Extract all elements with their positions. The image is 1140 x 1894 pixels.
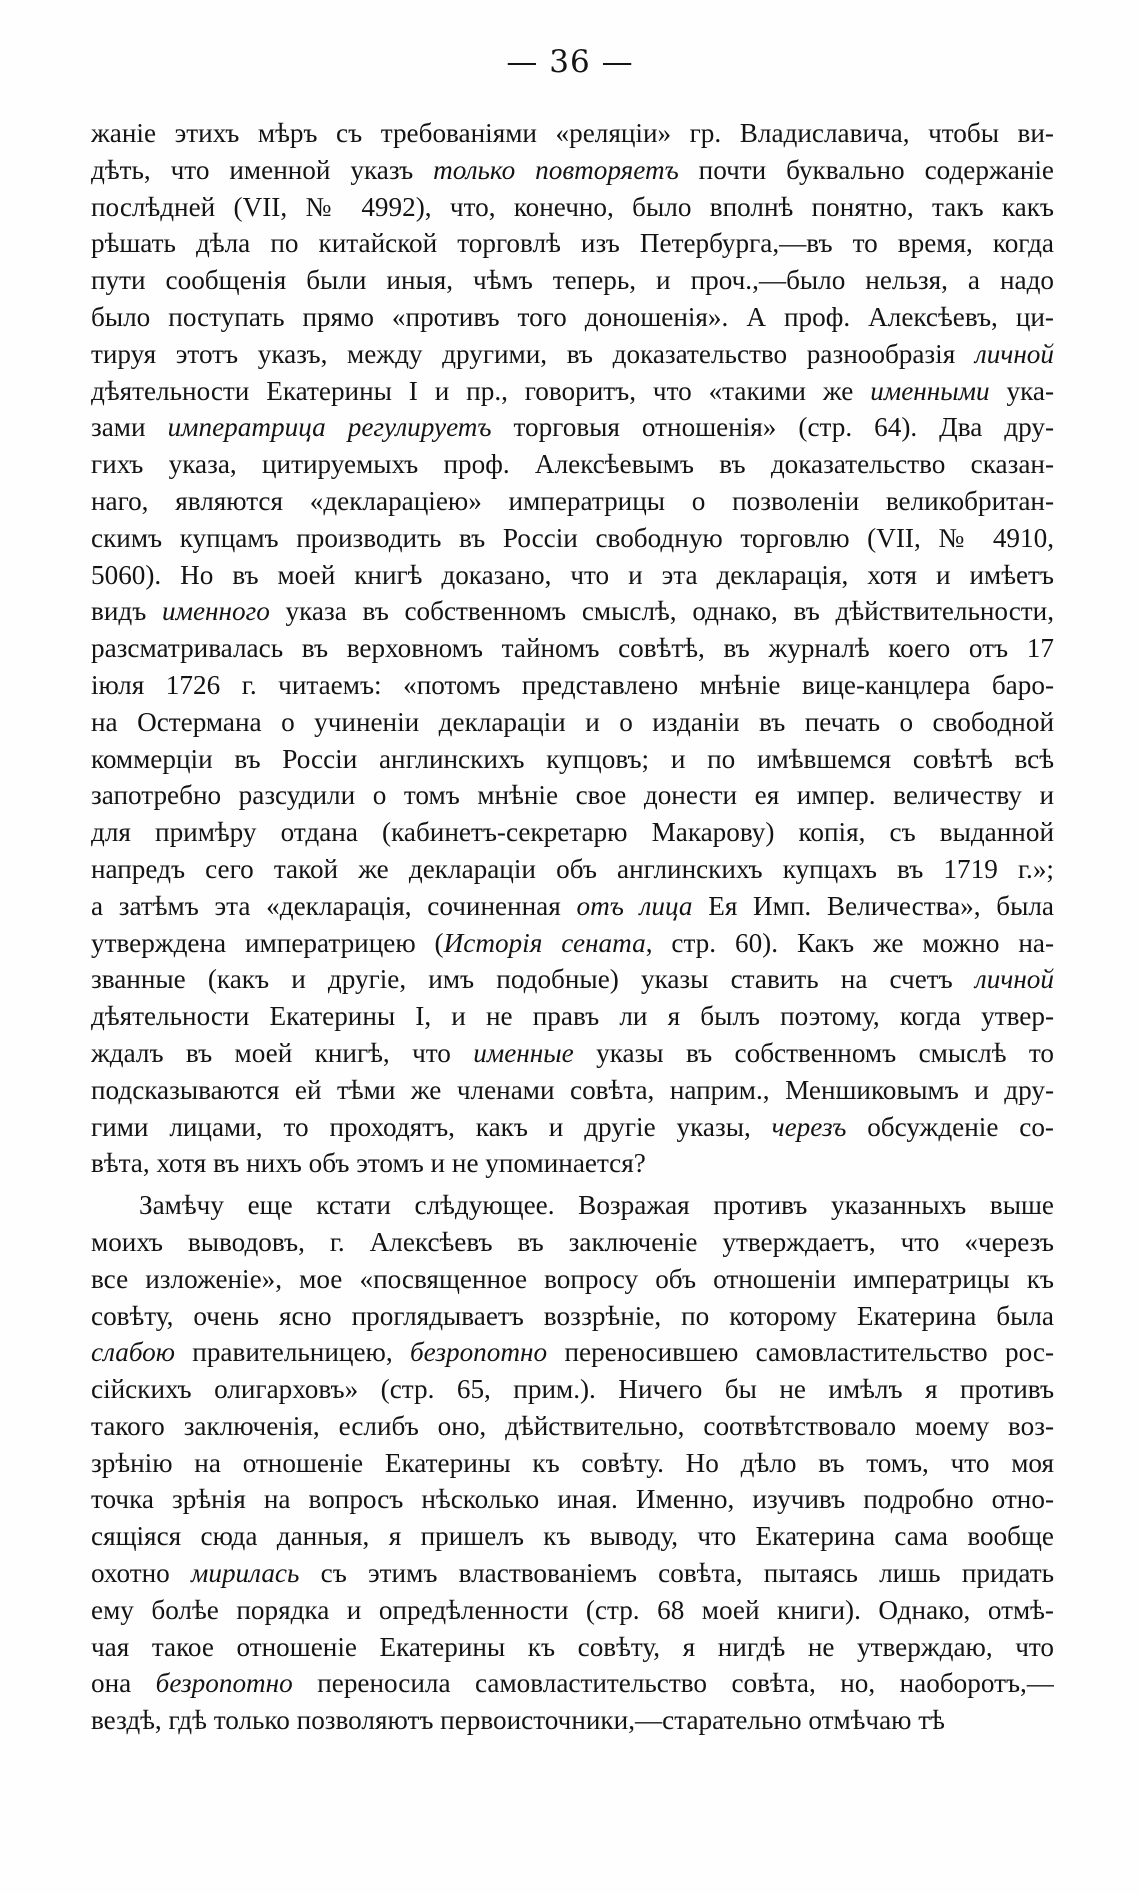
italic-span: Исторія сената [443,927,646,958]
text-span: запотребно разсудили о томъ мнѣніе свое донести ея импер. величеству и [91,780,1054,811]
text-span: она [91,1668,156,1699]
paragraph [91,1187,1054,1739]
text-span: совѣту, очень ясно проглядываетъ воззрѣніе, по которому Екатерина была [91,1300,1054,1331]
text-span: гими лицами, то проходятъ, какъ и другіе указы, [91,1111,772,1142]
text-span: сійскихъ олигарховъ» (стр. 65, прим.). Ничего бы не имѣлъ я противъ [91,1374,1054,1405]
text-span: указа въ собственномъ смыслѣ, однако, въ дѣйствительности, [269,596,1054,627]
text-span: правительницею, [174,1337,410,1368]
text-line [91,777,1054,814]
text-span: было поступать прямо «противъ того доношенія». А проф. Алексѣевъ, ци- [91,301,1054,332]
text-line [91,1109,1054,1146]
italic-span: именными [870,375,990,406]
text-line [91,814,1054,851]
text-line [91,520,1054,557]
text-span: утверждена императрицею ( [91,927,444,958]
text-line [91,373,1054,410]
text-span: сящіяся сюда данныя, я пришелъ къ выводу, что Екатерина сама вообще [91,1521,1054,1552]
body-text [91,115,1054,1739]
text-line [91,1224,1054,1261]
text-span: послѣдней (VII, № 4992), что, конечно, было вполнѣ понятно, такъ какъ [91,191,1054,222]
text-span: видъ [91,596,163,627]
italic-span: слабою [91,1337,175,1368]
text-span: наго, являются «деклараціею» императрицы о позволеніи великобритан- [91,485,1054,516]
page-number: — 36 — [506,44,634,80]
italic-span: императрица регулируетъ [167,412,492,443]
text-line [91,446,1054,483]
italic-span: именного [162,596,270,627]
italic-span: черезъ [771,1111,847,1142]
text-line [91,483,1054,520]
text-line [91,1298,1054,1335]
text-line [91,262,1054,299]
text-line [91,557,1054,594]
text-line [91,667,1054,704]
text-span: точка зрѣнія на вопросъ нѣсколько иная. Именно, изучивъ подробно отно- [91,1484,1054,1515]
text-span: такого заключенія, еслибъ оно, дѣйствительно, соотвѣтствовало моему воз- [91,1410,1054,1441]
text-line [91,1187,1054,1224]
text-span: званные (какъ и другіе, имъ подобные) указы ставить на счетъ [91,964,975,995]
text-line [91,336,1054,373]
text-line [91,1408,1054,1445]
text-span: напредъ сего такой же деклараціи объ англинскихъ купцахъ въ 1719 г.»; [91,853,1054,884]
text-line [91,1665,1054,1702]
text-line [91,225,1054,262]
italic-span: личной [974,964,1054,995]
text-span: разсматривалась въ верховномъ тайномъ совѣтѣ, въ журналѣ коего отъ 17 [91,633,1054,664]
italic-span: только повторяетъ [433,154,679,185]
text-span: зрѣнію на отношеніе Екатерины къ совѣту. Но дѣло въ томъ, что моя [91,1447,1054,1478]
text-line [91,741,1054,778]
text-span: рѣшать дѣла по китайской торговлѣ изъ Петербурга,—въ то время, когда [91,228,1054,259]
text-line [91,1035,1054,1072]
text-span: Замѣчу еще кстати слѣдующее. Возражая противъ указанныхъ выше [139,1190,1054,1221]
text-span: вездѣ, гдѣ только позволяютъ первоисточники,—старательно отмѣчаю тѣ [91,1705,945,1736]
text-line [91,1445,1054,1482]
italic-span: безропотно [155,1668,293,1699]
text-line [91,1555,1054,1592]
text-span: съ этимъ властвованіемъ совѣта, пытаясь лишь придать [299,1558,1054,1589]
text-line [91,1629,1054,1666]
text-span: скимъ купцамъ производить въ Россіи свободную торговлю (VII, № 4910, [91,522,1054,553]
text-line [91,925,1054,962]
text-span: для примѣру отдана (кабинетъ-секретарю Макарову) копія, съ выданной [91,817,1054,848]
text-span: подсказываются ей тѣми же членами совѣта, наприм., Меншиковымъ и дру- [91,1074,1054,1105]
text-span: моихъ выводовъ, г. Алексѣевъ въ заключеніе утверждаетъ, что «черезъ [91,1226,1054,1257]
text-line [91,1371,1054,1408]
text-line [91,1481,1054,1518]
text-line [91,630,1054,667]
text-line [91,299,1054,336]
text-line [91,961,1054,998]
text-span: коммерціи въ Россіи англинскихъ купцовъ; и по имѣвшемся совѣтѣ всѣ [91,743,1054,774]
italic-span: личной [974,338,1054,369]
text-line [91,704,1054,741]
text-line [91,409,1054,446]
text-span: дѣятельности Екатерины I и пр., говоритъ, что «такими же [91,375,871,406]
text-span: пути сообщенія были иныя, чѣмъ теперь, и проч.,—было нельзя, а надо [91,265,1054,296]
text-span: гихъ указа, цитируемыхъ проф. Алексѣевымъ въ доказательство сказан- [91,449,1054,480]
text-span: все изложеніе», мое «посвященное вопросу объ отношеніи императрицы къ [91,1263,1054,1294]
text-line [91,998,1054,1035]
text-span: а затѣмъ эта «декларація, сочиненная [91,890,577,921]
paragraph [91,115,1054,1182]
text-line [91,593,1054,630]
italic-span: безропотно [410,1337,548,1368]
text-span: переносила самовластительство совѣта, но, наоборотъ,— [292,1668,1054,1699]
text-line [91,189,1054,226]
text-span: торговыя отношенія» (стр. 64). Два дру- [491,412,1054,443]
text-span: іюля 1726 г. читаемъ: «потомъ представлено мнѣніе вице-канцлера баро- [91,669,1054,700]
text-span: дѣятельности Екатерины I, и не правъ ли я былъ поэтому, когда утвер- [91,1001,1054,1032]
text-line [91,1145,1054,1182]
text-span: ука- [989,375,1054,406]
text-span: на Остермана о учиненіи деклараціи и о изданіи въ печать о свободной [91,706,1054,737]
text-span: чая такое отношеніе Екатерины къ совѣту, я нигдѣ не утверждаю, что [91,1631,1054,1662]
text-line [91,1261,1054,1298]
text-span: переносившею самовластительство рос- [547,1337,1054,1368]
text-line [91,1518,1054,1555]
text-span: дѣть, что именной указъ [91,154,434,185]
text-span: охотно [91,1558,191,1589]
text-span: 5060). Но въ моей книгѣ доказано, что и эта декларація, хотя и имѣетъ [91,559,1054,590]
text-line [91,851,1054,888]
text-span: , стр. 60). Какъ же можно на- [645,927,1054,958]
text-span: вѣта, хотя въ нихъ объ этомъ и не упоминается? [91,1148,646,1179]
text-line [91,1334,1054,1371]
text-span: обсужденіе со- [846,1111,1054,1142]
text-line [91,1072,1054,1109]
text-span: почти буквально содержаніе [678,154,1054,185]
text-line [91,888,1054,925]
text-span: зами [91,412,168,443]
italic-span: мирилась [191,1558,300,1589]
text-line [91,1592,1054,1629]
text-span: Ея Имп. Величества», была [692,890,1054,921]
italic-span: именные [473,1037,574,1068]
italic-span: отъ лица [576,890,693,921]
text-span: ему болѣе порядка и опредѣленности (стр. 68 моей книги). Однако, отмѣ- [91,1594,1054,1625]
text-line [91,152,1054,189]
text-line [91,1702,1054,1739]
text-line [91,115,1054,152]
text-span: тируя этотъ указъ, между другими, въ доказательство разнообразія [91,338,975,369]
text-span: ждалъ въ моей книгѣ, что [91,1037,474,1068]
text-span: указы въ собственномъ смыслѣ то [573,1037,1054,1068]
text-span: жаніе этихъ мѣръ съ требованіями «реляціи» гр. Владиславича, чтобы ви- [91,118,1054,148]
